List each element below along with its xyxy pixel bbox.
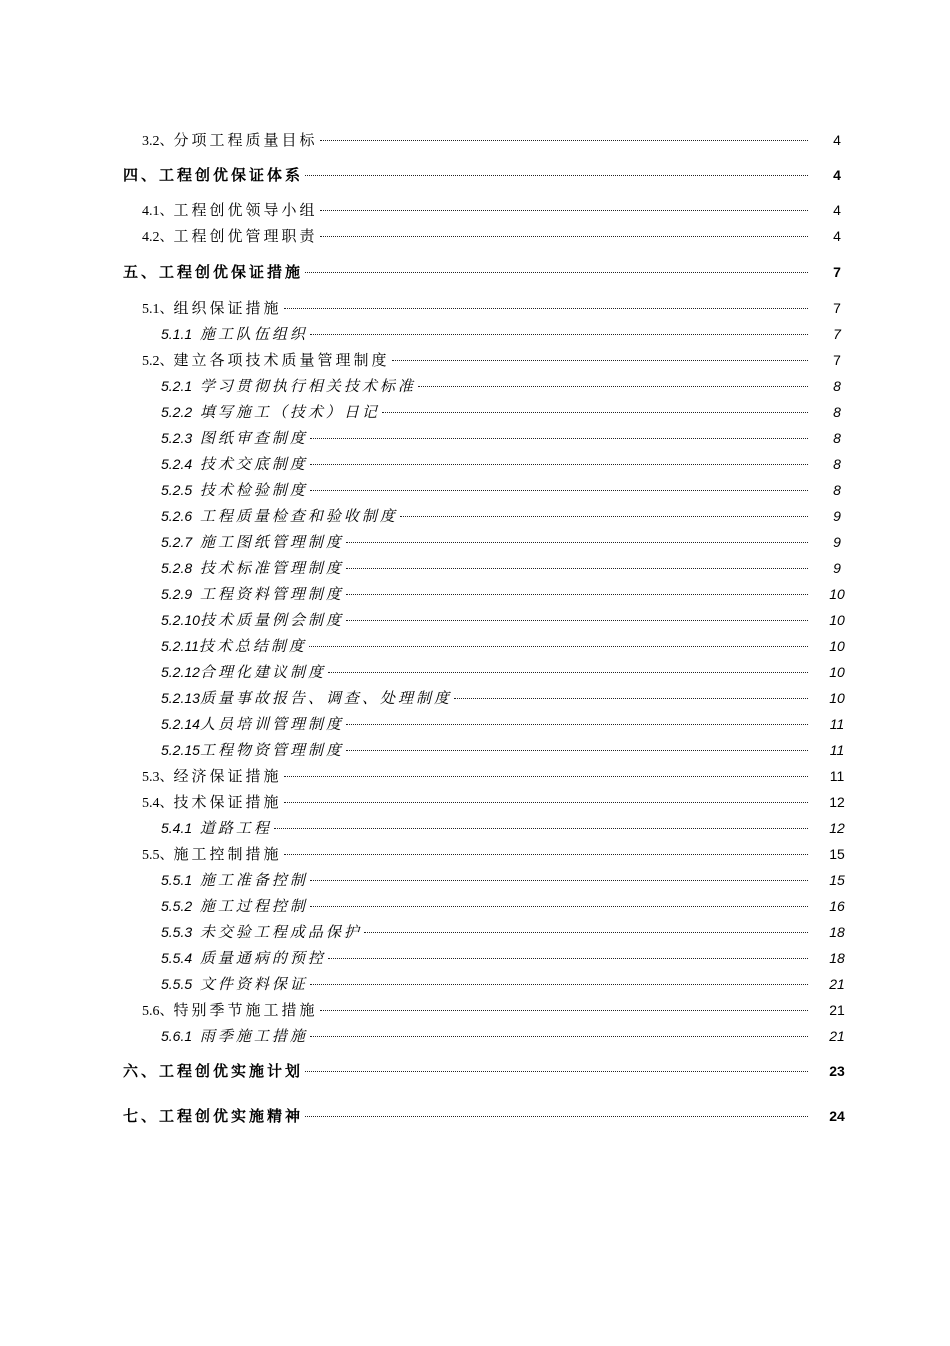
toc-entry-title: 分项工程质量目标 [173, 131, 318, 149]
toc-entry-label [161, 556, 344, 580]
dot-leader [310, 982, 808, 985]
toc-entry-number: 5.5.3 [161, 924, 193, 940]
toc-entry-number: 5.2.11 [161, 638, 199, 654]
toc-entry[interactable] [161, 608, 845, 632]
toc-entry-page-number: 8 [833, 378, 841, 394]
dot-leader [305, 270, 808, 273]
toc-entry-number: 5.5.2 [161, 898, 193, 914]
toc-entry-number: 5.2.1 [161, 378, 193, 394]
toc-entry-title: 工程创优实施计划 [159, 1062, 304, 1080]
toc-entry-title: 工程资料管理制度 [192, 585, 344, 603]
toc-entry-title: 图纸审查制度 [192, 429, 308, 447]
toc-entry-label [123, 1059, 303, 1083]
toc-entry-title: 技术质量例会制度 [199, 611, 344, 629]
toc-entry-title: 施工准备控制 [192, 871, 308, 889]
toc-entry-title: 工程创优实施精神 [159, 1107, 304, 1125]
toc-entry[interactable] [161, 530, 841, 554]
toc-entry[interactable] [161, 894, 845, 918]
toc-entry-number: 5.2.5 [161, 482, 193, 498]
toc-entry-title: 未交验工程成品保护 [192, 923, 362, 941]
dot-leader [305, 1114, 808, 1117]
toc-entry-number: 5.4、 [142, 796, 174, 811]
toc-entry-title: 工程物资管理制度 [199, 741, 344, 759]
toc-entry-title: 合理化建议制度 [199, 663, 326, 681]
toc-entry-page-number: 21 [829, 976, 845, 992]
toc-entry-number: 5.5、 [142, 848, 174, 863]
toc-entry[interactable] [161, 556, 841, 580]
toc-entry-number: 3.2、 [142, 134, 174, 149]
toc-entry-page-number: 8 [833, 456, 841, 472]
toc-entry[interactable] [161, 452, 841, 476]
toc-entry-title: 施工控制措施 [173, 845, 282, 863]
toc-entry-title: 组织保证措施 [173, 299, 282, 317]
toc-entry-number: 5.4.1 [161, 820, 193, 836]
dot-leader [284, 800, 808, 803]
toc-entry-title: 技术标准管理制度 [192, 559, 344, 577]
dot-leader [346, 748, 808, 751]
dot-leader [392, 358, 808, 361]
dot-leader [305, 1069, 808, 1072]
toc-entry[interactable] [123, 163, 841, 187]
toc-entry-page-number: 10 [829, 664, 845, 680]
toc-entry[interactable] [161, 868, 845, 892]
toc-entry-number: 5.2.9 [161, 586, 193, 602]
toc-entry-title: 工程创优保证体系 [159, 166, 304, 184]
toc-entry[interactable] [161, 582, 845, 606]
toc-entry-label [161, 738, 344, 762]
toc-entry-number: 5.2.3 [161, 430, 193, 446]
toc-entry[interactable] [161, 686, 845, 710]
toc-entry-title: 工程创优领导小组 [173, 201, 318, 219]
toc-entry-title: 施工图纸管理制度 [192, 533, 344, 551]
toc-entry-label [161, 452, 308, 476]
toc-entry-page-number: 8 [833, 482, 841, 498]
toc-entry-page-number: 10 [829, 586, 845, 602]
dot-leader [310, 462, 808, 465]
dot-leader [320, 234, 808, 237]
dot-leader [310, 904, 808, 907]
toc-entry-title: 工程创优管理职责 [173, 227, 318, 245]
toc-entry-title: 技术交底制度 [192, 455, 308, 473]
toc-entry-label [142, 842, 282, 868]
toc-entry-number: 5.6.1 [161, 1028, 193, 1044]
toc-entry-number: 5.1、 [142, 302, 174, 317]
toc-entry-page-number: 7 [833, 352, 841, 368]
toc-entry-number: 5.5.4 [161, 950, 193, 966]
toc-entry[interactable] [142, 348, 841, 372]
toc-entry-title: 人员培训管理制度 [199, 715, 344, 733]
toc-entry-label [161, 374, 416, 398]
toc-entry-page-number: 23 [829, 1063, 845, 1079]
toc-entry-page-number: 10 [829, 690, 845, 706]
toc-entry-label [142, 348, 390, 374]
toc-entry-number: 4.1、 [142, 204, 174, 219]
toc-entry-page-number: 9 [833, 534, 841, 550]
toc-entry-page-number: 8 [833, 404, 841, 420]
toc-entry-label [161, 816, 272, 840]
dot-leader [274, 826, 808, 829]
toc-entry-page-number: 15 [829, 872, 845, 888]
toc-entry-title: 填写施工（技术）日记 [192, 403, 380, 421]
dot-leader [320, 208, 808, 211]
toc-entry-page-number: 18 [829, 924, 845, 940]
toc-entry-page-number: 4 [833, 167, 841, 183]
dot-leader [305, 173, 808, 176]
toc-entry-title: 道路工程 [192, 819, 272, 837]
dot-leader [328, 956, 808, 959]
toc-entry[interactable] [123, 1104, 845, 1128]
toc-entry-number: 4.2、 [142, 230, 174, 245]
toc-entry-label [161, 686, 452, 710]
toc-entry-title: 质量通病的预控 [192, 949, 326, 967]
toc-entry-page-number: 9 [833, 560, 841, 576]
toc-entry-label [142, 998, 318, 1024]
toc-entry-label [161, 582, 344, 606]
toc-entry-label [142, 296, 282, 322]
dot-leader [310, 488, 808, 491]
toc-entry-page-number: 9 [833, 508, 841, 524]
toc-entry-title: 工程质量检查和验收制度 [192, 507, 398, 525]
toc-entry-label [161, 894, 308, 918]
toc-entry-page-number: 11 [829, 742, 845, 758]
toc-entry-label [142, 224, 318, 250]
toc-entry-title: 技术保证措施 [173, 793, 282, 811]
toc-entry-label [161, 608, 344, 632]
toc-entry-page-number: 4 [833, 228, 841, 244]
toc-entry-number: 七、 [123, 1107, 160, 1125]
toc-entry-number: 5.2、 [142, 354, 174, 369]
toc-entry-label [142, 790, 282, 816]
toc-entry-page-number: 15 [829, 846, 845, 862]
toc-entry-page-number: 21 [829, 1028, 845, 1044]
toc-entry-label [161, 400, 380, 424]
toc-entry[interactable] [142, 842, 845, 866]
toc-entry-title: 经济保证措施 [173, 767, 282, 785]
toc-entry-page-number: 4 [833, 132, 841, 148]
toc-entry-page-number: 10 [829, 638, 845, 654]
toc-entry-page-number: 24 [829, 1108, 845, 1124]
toc-entry-label [161, 530, 344, 554]
toc-entry[interactable] [161, 920, 845, 944]
dot-leader [284, 774, 808, 777]
dot-leader [382, 410, 808, 413]
toc-entry-number: 六、 [123, 1062, 160, 1080]
toc-entry-page-number: 7 [833, 326, 841, 342]
toc-entry-page-number: 7 [833, 264, 841, 280]
toc-entry[interactable] [142, 296, 841, 320]
toc-entry-label [123, 1104, 303, 1128]
toc-entry-number: 5.2.12 [161, 664, 200, 680]
toc-entry[interactable] [161, 504, 841, 528]
toc-entry[interactable] [161, 400, 841, 424]
toc-entry[interactable] [142, 224, 841, 248]
toc-entry-label [142, 764, 282, 790]
toc-entry-label [161, 322, 308, 346]
toc-entry-page-number: 10 [829, 612, 845, 628]
dot-leader [346, 618, 808, 621]
toc-entry-title: 技术总结制度 [198, 637, 307, 655]
dot-leader [364, 930, 808, 933]
dot-leader [418, 384, 808, 387]
toc-entry-label [161, 634, 307, 658]
toc-entry[interactable] [123, 1059, 845, 1083]
toc-entry[interactable] [142, 790, 845, 814]
toc-entry-label [161, 712, 344, 736]
toc-entry-page-number: 7 [833, 300, 841, 316]
toc-entry-number: 5.2.15 [161, 742, 200, 758]
toc-entry-label [161, 920, 362, 944]
dot-leader [284, 306, 808, 309]
toc-entry-number: 5.3、 [142, 770, 174, 785]
toc-entry-number: 四、 [123, 166, 160, 184]
toc-entry[interactable] [161, 426, 841, 450]
toc-entry[interactable] [142, 198, 841, 222]
dot-leader [328, 670, 808, 673]
dot-leader [346, 540, 808, 543]
toc-entry[interactable] [161, 322, 841, 346]
dot-leader [320, 138, 808, 141]
toc-entry-page-number: 4 [833, 202, 841, 218]
toc-entry-title: 施工队伍组织 [192, 325, 308, 343]
toc-entry-label [142, 198, 318, 224]
toc-entry-title: 学习贯彻执行相关技术标准 [192, 377, 416, 395]
toc-entry-number: 5.2.2 [161, 404, 193, 420]
toc-entry-page-number: 21 [829, 1002, 845, 1018]
toc-entry-page-number: 11 [829, 716, 845, 732]
toc-entry-page-number: 16 [829, 898, 845, 914]
toc-entry-label [161, 426, 308, 450]
dot-leader [346, 722, 808, 725]
toc-entry-title: 施工过程控制 [192, 897, 308, 915]
dot-leader [310, 436, 808, 439]
toc-entry[interactable] [161, 712, 845, 736]
toc-entry[interactable] [161, 738, 845, 762]
dot-leader [309, 644, 808, 647]
toc-entry-label [142, 128, 318, 154]
toc-entry-label [161, 972, 308, 996]
toc-entry-number: 5.2.14 [161, 716, 200, 732]
toc-entry-title: 质量事故报告、调查、处理制度 [199, 689, 452, 707]
toc-entry[interactable] [161, 660, 845, 684]
toc-entry[interactable] [161, 946, 845, 970]
toc-entry-number: 5.2.13 [161, 690, 200, 706]
toc-entry-number: 5.6、 [142, 1004, 174, 1019]
toc-entry-page-number: 8 [833, 430, 841, 446]
toc-entry[interactable] [161, 478, 841, 502]
toc-entry-title: 文件资料保证 [192, 975, 308, 993]
toc-entry-title: 工程创优保证措施 [159, 263, 304, 281]
dot-leader [310, 878, 808, 881]
toc-entry-number: 5.1.1 [161, 326, 193, 342]
toc-entry-label [161, 946, 326, 970]
toc-entry-page-number: 12 [829, 820, 845, 836]
toc-entry-label [161, 868, 308, 892]
toc-entry-label [123, 260, 303, 284]
toc-entry-number: 5.2.4 [161, 456, 193, 472]
toc-entry[interactable] [161, 374, 841, 398]
toc-entry-page-number: 11 [829, 768, 845, 784]
toc-entry-title: 特别季节施工措施 [173, 1001, 318, 1019]
toc-entry-number: 5.2.7 [161, 534, 193, 550]
toc-entry-title: 雨季施工措施 [192, 1027, 308, 1045]
toc-entry-title: 技术检验制度 [192, 481, 308, 499]
toc-entry[interactable] [161, 1024, 845, 1048]
toc-entry[interactable] [161, 634, 845, 658]
toc-entry[interactable] [142, 998, 845, 1022]
dot-leader [454, 696, 808, 699]
toc-entry-label [161, 1024, 308, 1048]
toc-entry-page-number: 12 [829, 794, 845, 810]
toc-entry[interactable] [123, 260, 841, 284]
toc-entry[interactable] [142, 128, 841, 152]
toc-entry-number: 五、 [123, 263, 160, 281]
toc-entry-number: 5.2.6 [161, 508, 193, 524]
toc-entry[interactable] [142, 764, 845, 788]
toc-entry-label [161, 660, 326, 684]
dot-leader [346, 566, 808, 569]
dot-leader [346, 592, 808, 595]
dot-leader [320, 1008, 808, 1011]
toc-entry-page-number: 18 [829, 950, 845, 966]
toc-entry[interactable] [161, 972, 845, 996]
toc-entry-number: 5.2.10 [161, 612, 200, 628]
toc-entry-label [161, 504, 398, 528]
dot-leader [400, 514, 808, 517]
toc-entry-number: 5.2.8 [161, 560, 193, 576]
toc-entry-label [161, 478, 308, 502]
toc-entry[interactable] [161, 816, 845, 840]
toc-entry-number: 5.5.5 [161, 976, 193, 992]
dot-leader [310, 1034, 808, 1037]
toc-entry-title: 建立各项技术质量管理制度 [173, 351, 390, 369]
toc-entry-number: 5.5.1 [161, 872, 193, 888]
dot-leader [284, 852, 808, 855]
dot-leader [310, 332, 808, 335]
toc-entry-label [123, 163, 303, 187]
